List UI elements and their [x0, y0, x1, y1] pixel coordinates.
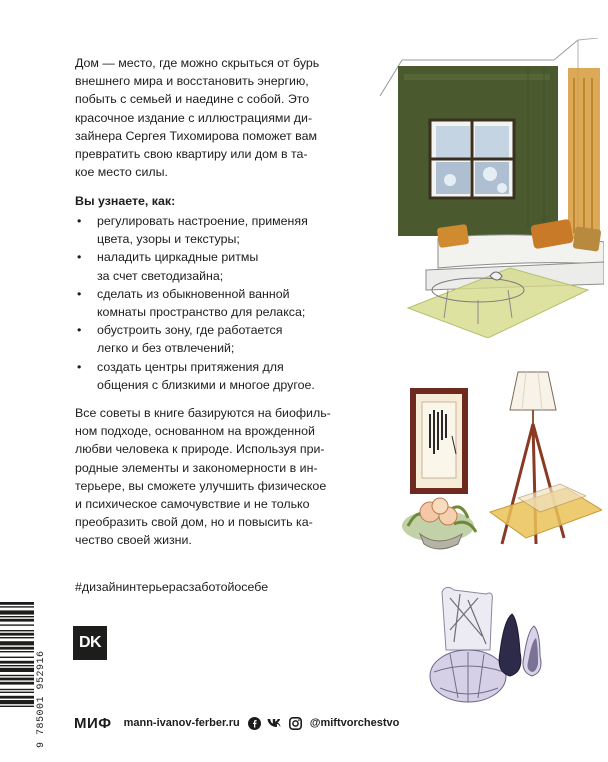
learn-list	[75, 212, 375, 394]
barcode-bar	[0, 682, 34, 685]
mif-logo: МИФ	[74, 714, 112, 732]
barcode-bar	[0, 661, 34, 664]
barcode-bar	[0, 624, 34, 625]
intro-line: превратить свою квартиру или дом в та-	[75, 147, 308, 162]
barcode-bar	[0, 696, 34, 699]
body-line: чество своей жизни.	[75, 533, 192, 548]
body-paragraph	[75, 404, 375, 550]
barcode-bar	[0, 651, 34, 652]
living-room-illustration	[378, 38, 604, 338]
barcode-bar	[0, 700, 34, 704]
lamp-and-frame-illustration	[390, 366, 602, 578]
barcode-bar	[0, 602, 34, 605]
body-line: терьере, вы сможете улучшить физическое	[75, 478, 327, 493]
barcode-bar	[0, 630, 34, 631]
barcode-bar	[0, 637, 34, 638]
hashtag: #дизайнинтерьерасзаботойосебе	[75, 580, 269, 594]
vk-icon[interactable]	[267, 718, 283, 728]
instagram-handle[interactable]: @miftvorchestvo	[309, 717, 400, 729]
isbn-number: 9 785001 952916	[36, 650, 47, 748]
intro-line: зайнера Сергея Тихомирова поможет вам	[75, 128, 317, 143]
barcode-bar	[0, 668, 34, 672]
publisher-site-link[interactable]: mann-ivanov-ferber.ru	[123, 717, 240, 729]
intro-line: кое место силы.	[75, 165, 168, 180]
barcode-bar	[0, 675, 34, 676]
barcode-bar	[0, 678, 34, 681]
barcode-bar	[0, 706, 34, 707]
intro-line: побыть с семьей и наедине с собой. Это	[75, 92, 310, 107]
barcode-bar	[0, 689, 34, 690]
instagram-icon[interactable]	[289, 717, 302, 730]
barcode-bar	[0, 610, 34, 614]
body-line: ном подходе, основанном на врожденной	[75, 424, 315, 439]
body-line: и психическое самочувствие и не только	[75, 497, 310, 512]
vases-illustration	[420, 580, 550, 710]
body-line: любви человека к природе. Используя при-	[75, 442, 325, 457]
intro-line: Дом — место, где можно скрыться от бурь	[75, 56, 320, 70]
barcode-bar	[0, 641, 34, 645]
learn-heading: Вы узнаете, как:	[75, 194, 176, 208]
list-item: • регулировать настроение, применяя цвета, узоры и текстуры;	[75, 212, 375, 248]
barcode-bar	[0, 616, 34, 617]
list-item: • обустроить зону, где работается легко и без отвлечений;	[75, 321, 375, 357]
intro-line: красочное издание с иллюстрациями ди-	[75, 110, 313, 125]
list-item: • наладить циркадные ритмы за счет светодизайна;	[75, 248, 375, 284]
barcode-bar	[0, 647, 34, 650]
list-item: • сделать из обыкновенной ванной комнаты пространство для релакса;	[75, 285, 375, 321]
body-line: Все советы в книге базируются на биофиль-	[75, 406, 331, 420]
intro-line: внешнего мира и восстановить энергию,	[75, 74, 309, 89]
barcode-bar	[0, 633, 34, 636]
isbn-barcode	[0, 600, 34, 748]
body-line: родные элементы и закономерности в ин-	[75, 460, 318, 475]
footer	[74, 714, 399, 732]
body-line: преобразить свой дом, но и повысить ка-	[75, 515, 313, 530]
dk-logo: DK	[73, 626, 107, 660]
barcode-bar	[0, 606, 34, 607]
barcode-bar	[0, 619, 34, 622]
barcode-bar	[0, 657, 34, 658]
facebook-icon[interactable]	[248, 717, 261, 730]
list-item: • создать центры притяжения для общения с близкими и многое другое.	[75, 358, 375, 394]
barcode-bar	[0, 692, 34, 693]
intro-paragraph	[75, 54, 375, 181]
barcode-bar	[0, 665, 34, 666]
